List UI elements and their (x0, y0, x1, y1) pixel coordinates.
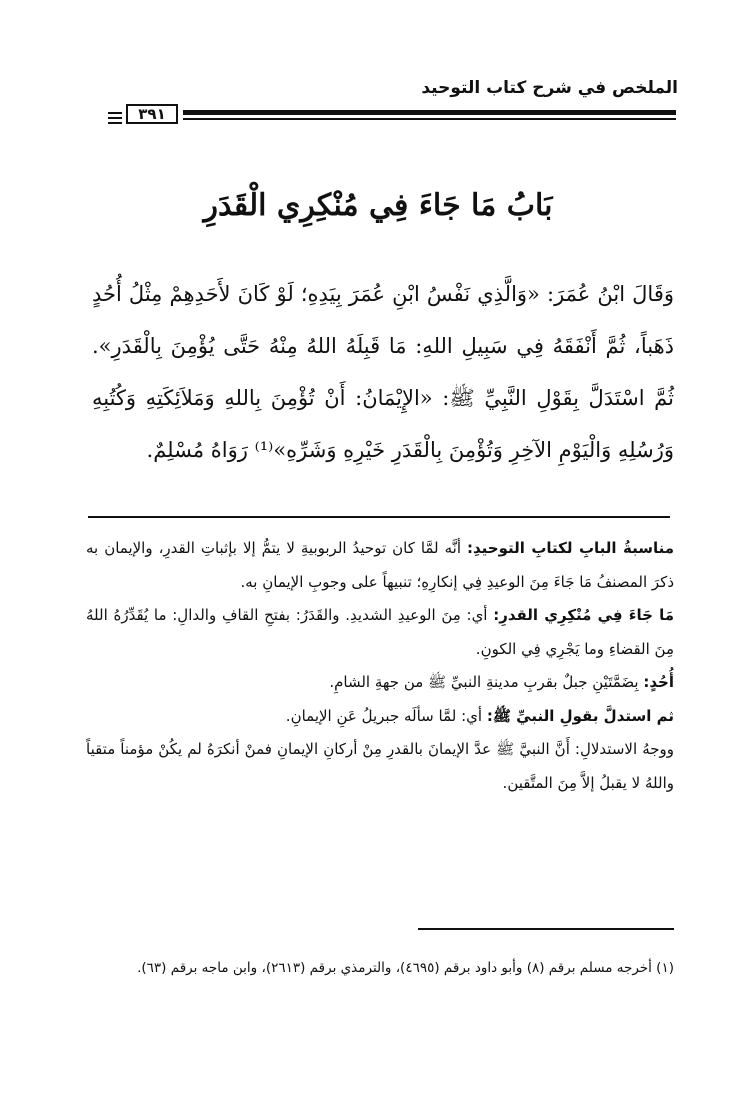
commentary-paragraph (86, 599, 674, 666)
commentary-text: أي: مِنَ الوعيدِ الشديدِ. والقَدَرُ: بفتحِ القافِ والدالِ: ما يُقَدِّرُهُ اللهُ مِنَ القضاءِ وما يَجْرِي فِي الكونِ. (86, 606, 674, 658)
commentary-label: ثم استدلَّ بقولِ النبيِّ ﷺ: (486, 706, 674, 725)
commentary-paragraph (86, 532, 674, 599)
chapter-title: بَابُ مَا جَاءَ فِي مُنْكِرِي الْقَدَرِ (203, 188, 553, 223)
footnote: (١) أخرجه مسلم برقم (٨) وأبو داود برقم (٤٦٩٥)، والترمذي برقم (٢٦١٣)، وابن ماجه برقم (٦٣). (137, 960, 674, 976)
commentary-text: أنَّه لمَّا كان توحيدُ الربوبيةِ لا يتمُّ إلا بإثباتِ القدرِ، والإيمان به ذكرَ المصنفُ مَا جَاءَ مِنَ الوعيدِ فِي إنكارِهِ؛ تنبيهاً على وجوبِ الإيمانِ به. (86, 539, 674, 591)
header-rule (108, 104, 676, 128)
footnote-divider (418, 928, 674, 930)
commentary-paragraph (86, 666, 674, 700)
main-text: وَقَالَ ابْنُ عُمَرَ: «وَالَّذِي نَفْسُ ابْنِ عُمَرَ بِيَدِهِ؛ لَوْ كَانَ لأَحَدِهِمْ مِثْلُ أُحُدٍ ذَهَباً، ثُمَّ أَنْفَقَهُ فِي سَبِيلِ اللهِ: مَا قَبِلَهُ اللهُ مِنْهُ حَتَّى يُؤْمِنَ بِالْقَدَرِ». ثُمَّ اسْتَدَلَّ بِقَوْلِ النَّبِيِّ ﷺ: «الإِيْمَانُ: أَنْ تُؤْمِنَ بِاللهِ وَمَلاَئِكَتِهِ وَكُتُبِهِ وَرُسُلِهِ وَالْيَوْمِ الآخِرِ وَتُؤْمِنَ بِالْقَدَرِ خَيْرِهِ وَشَرِّهِ»⁽¹⁾ رَوَاهُ مُسْلِمٌ. (92, 282, 674, 462)
header-rule-thin (183, 118, 676, 120)
header-rule-thick (183, 110, 676, 115)
book-title: الملخص في شرح كتاب التوحيد (421, 78, 678, 98)
commentary (86, 532, 674, 800)
commentary-paragraph (86, 700, 674, 734)
commentary-label: أُحُدٍ: (643, 673, 674, 691)
commentary-label: مَا جَاءَ فِي مُنْكِرِي القدرِ: (493, 606, 675, 624)
header-dashes (108, 112, 122, 127)
commentary-label: مناسبةُ البابِ لكتابِ التوحيدِ: (466, 539, 674, 557)
page-number: ٣٩١ (126, 104, 178, 124)
commentary-paragraph: ووجهُ الاستدلالِ: أَنَّ النبيَّ ﷺ عدَّ الإيمانَ بالقدرِ مِنْ أركانِ الإيمانِ فمنْ أنكرَهُ لم يكُنْ مؤمناً متقياً واللهُ لا يقبلُ إلاَّ مِنَ المتَّقين. (86, 740, 674, 792)
main-divider (88, 516, 670, 518)
commentary-text: بِضَمَّتَيْنِ جبلٌ بقربِ مدينةِ النبيِّ ﷺ من جهةِ الشامِ. (329, 673, 644, 691)
commentary-text: أي: لمَّا سألَه جبريلُ عَنِ الإيمانِ. (285, 706, 487, 725)
